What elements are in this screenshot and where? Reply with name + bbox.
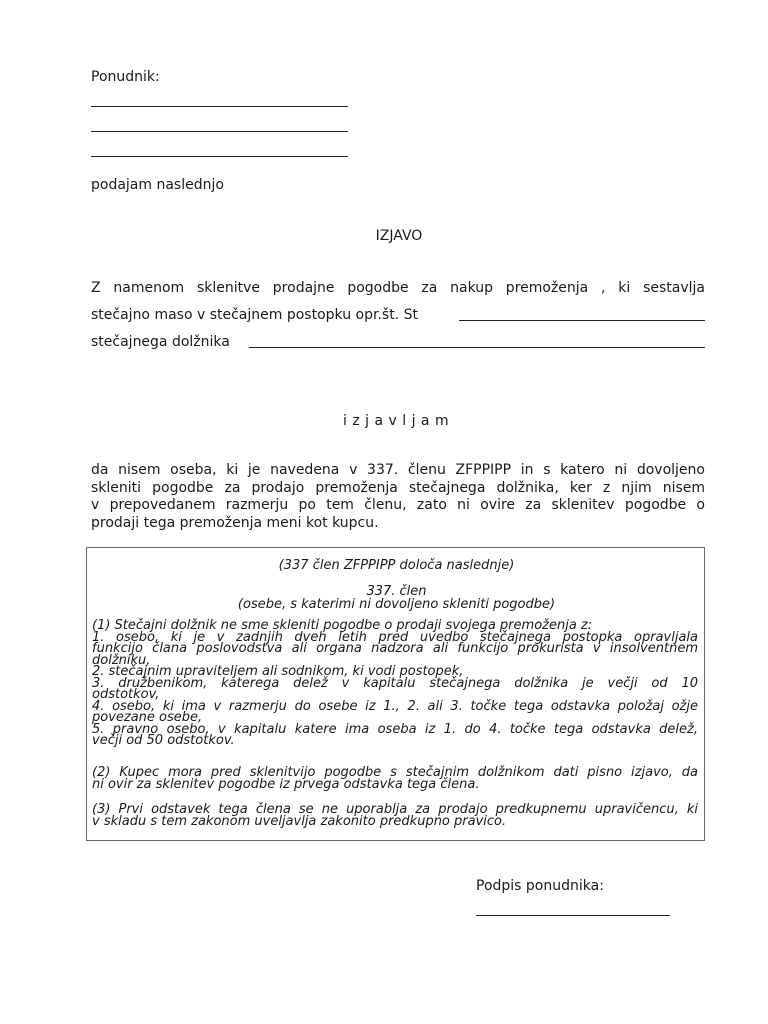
bidder-label: Ponudnik: — [91, 69, 160, 85]
statement-line-3: stečajnega dolžnika — [91, 334, 230, 350]
article-line: (1) Stečajni dolžnik ne sme skleniti pogodbe o prodaji svojega premoženja z: — [92, 618, 593, 633]
statement-line-1: Z namenom sklenitve prodajne pogodbe za nakup premoženja , ki sestavlja — [91, 280, 705, 296]
bidder-line-1[interactable] — [91, 106, 348, 107]
article-line: povezane osebe, — [92, 710, 203, 725]
legal-article-box — [86, 547, 705, 841]
article-paragraph-3 — [92, 804, 698, 827]
article-line: 2. stečajnim upraviteljem ali sodnikom, ki vodi postopek, — [92, 664, 464, 679]
article-line: 1. osebo, ki je v zadnjih dveh letih pred uvedbo stečajnega postopka opravljala — [92, 629, 698, 645]
signature-line[interactable] — [476, 915, 670, 916]
article-intro: (337 člen ZFPPIPP določa naslednje) — [278, 558, 515, 573]
case-number-line[interactable] — [459, 320, 705, 321]
declaration-line: v prepovedanem razmerju po tem členu, zato ni ovire za sklenitev pogodbe o — [91, 497, 705, 513]
signature-label: Podpis ponudnika: — [476, 878, 604, 894]
document-title: IZJAVO — [375, 228, 423, 244]
article-paragraph-1 — [92, 620, 698, 747]
article-line: funkcijo člana poslovodstva ali organa nadzora ali funkcijo prokurista v insolventnem — [92, 641, 698, 656]
declaration-line: skleniti pogodbe za prodajo premoženja stečajnega dolžnika, ker z njim nisem — [91, 479, 705, 496]
article-line: (2) Kupec mora pred sklenitvijo pogodbe s stečajnim dolžnikom dati pisno izjavo, da — [92, 765, 698, 780]
article-line: dolžniku, — [92, 652, 151, 668]
declaration-line: da nisem oseba, ki je navedena v 337. členu ZFPPIPP in s katero ni dovoljeno — [91, 462, 705, 478]
article-line: v skladu s tem zakonom uveljavlja zakonito predkupno pravico. — [92, 813, 507, 829]
article-line: večji od 50 odstotkov. — [92, 733, 235, 748]
bidder-line-3[interactable] — [91, 156, 348, 157]
article-line: (3) Prvi odstavek tega člena se ne uporablja za prodajo predkupnemu upravičencu, ki — [92, 802, 698, 817]
article-line: 3. družbenikom, katerega delež v kapitalu stečajnega dolžnika je večji od 10 — [92, 675, 698, 691]
article-line: ni ovir za sklenitev pogodbe iz prvega odstavka tega člena. — [92, 776, 480, 792]
article-paragraph-2 — [92, 767, 698, 790]
statement-line-2: stečajno maso v stečajnem postopku opr.št. St — [91, 307, 418, 323]
article-line: 4. osebo, ki ima v razmerju do osebe iz 1., 2. ali 3. točke tega odstavka položaj ožje — [92, 698, 698, 714]
declaration-line: prodaji tega premoženja meni kot kupcu. — [91, 514, 379, 531]
intro-text: podajam naslednjo — [91, 177, 224, 193]
debtor-name-line[interactable] — [249, 347, 705, 348]
article-number: 337. člen — [366, 584, 427, 599]
article-line: odstotkov, — [92, 687, 160, 702]
bidder-line-2[interactable] — [91, 131, 348, 132]
declaration-paragraph — [91, 462, 705, 532]
declare-word: i z j a v l j a m — [343, 413, 450, 429]
article-line: 5. pravno osebo, v kapitalu katere ima oseba iz 1. do 4. točke tega odstavka delež, — [92, 721, 698, 737]
article-subtitle: (osebe, s katerimi ni dovoljeno skleniti pogodbe) — [237, 597, 556, 612]
